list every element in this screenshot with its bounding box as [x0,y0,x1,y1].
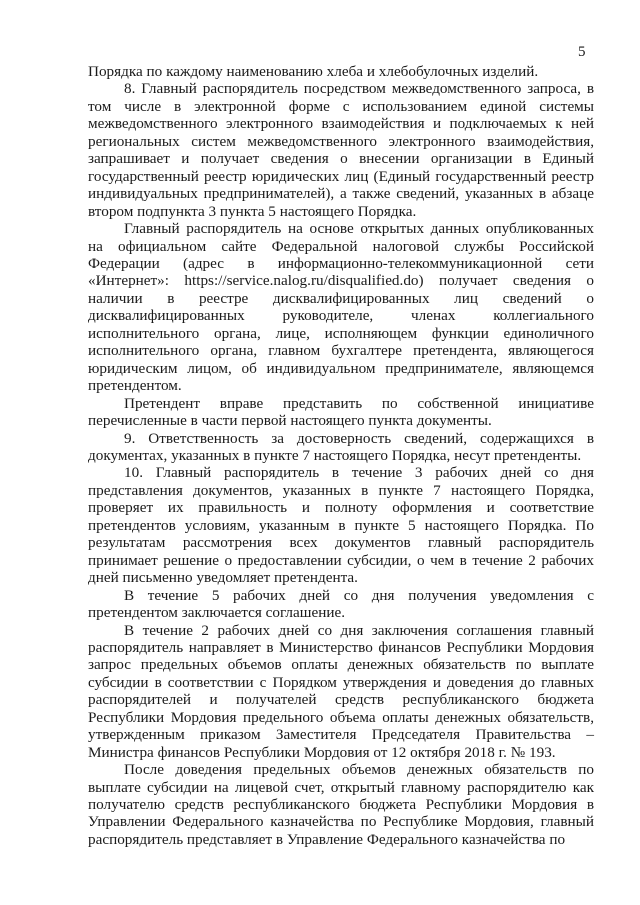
paragraph-nalog-check: Главный распорядитель на основе открытых данных опубликованных на официальном сайте Федеральной налоговой службы Российской Федерации (адрес в информационно-телекоммуникационной сети «Интернет»: https://service.nalog.ru/disqualified.do) получает сведения о наличии в реестре дисквалифицированных лиц сведений о дисквалифицированных руководителе, членах коллегиального исполнительного органа, лице, исполняющем функции единоличного исполнительного органа, главном бухгалтере претендента, являющегося юридическим лицом, об индивидуальном предпринимателе, являющемся претендентом. [88,220,594,395]
paragraph-request-limits: В течение 2 рабочих дней со дня заключения соглашения главный распорядитель направляет в Министерство финансов Республики Мордовия запрос предельных объемов оплаты денежных обязательств по выплате субсидии в соответствии с Порядком утверждения и доведения до главных распорядителей и получателей средств республиканского бюджета Республики Мордовия предельного объема оплаты денежных обязательств, утвержденным приказом Заместителя Председателя Правительства – Министра финансов Республики Мордовия от 12 октября 2018 г. № 193. [88,621,594,761]
paragraph-item-9: 9. Ответственность за достоверность сведений, содержащихся в документах, указанных в пункте 7 настоящего Порядка, несут претенденты. [88,429,594,464]
paragraph-after-limits: После доведения предельных объемов денежных обязательств по выплате субсидии на лицевой счет, открытый главному распорядителю как получателю средств республиканского бюджета Республики Мордовия в Управлении Федерального казначейства по Республике Мордовия, главный распорядитель представляет в Управление Федерального казначейства по [88,761,594,848]
paragraph-item-8: 8. Главный распорядитель посредством межведомственного запроса, в том числе в электронной форме с использованием единой системы межведомственного электронного взаимодействия и подключаемых к ней региональных систем межведомственного электронного взаимодействия, запрашивает и получает сведения о внесении организации в Единый государственный реестр юридических лиц (Единый государственный реестр индивидуальных предпринимателей), а также сведений, указанных в абзаце втором подпункта 3 пункта 5 настоящего Порядка. [88,80,594,220]
paragraph-item-10: 10. Главный распорядитель в течение 3 рабочих дней со дня представления документов, указанных в пункте 7 настоящего Порядка, проверяет их правильность и полноту оформления и соответствие претендентов условиям, указанным в пункте 5 настоящего Порядка. По результатам рассмотрения всех документов главный распорядитель принимает решение о предоставлении субсидии, о чем в течение 2 рабочих дней письменно уведомляет претендента. [88,464,594,587]
paragraph-continuation: Порядка по каждому наименованию хлеба и хлебобулочных изделий. [88,63,539,80]
document-body [88,63,594,848]
paragraph-applicant-right: Претендент вправе представить по собственной инициативе перечисленные в части первой настоящего пункта документы. [88,394,594,430]
paragraph-agreement: В течение 5 рабочих дней со дня получения уведомления с претендентом заключается соглашение. [88,586,594,622]
page-number: 5 [578,44,586,60]
